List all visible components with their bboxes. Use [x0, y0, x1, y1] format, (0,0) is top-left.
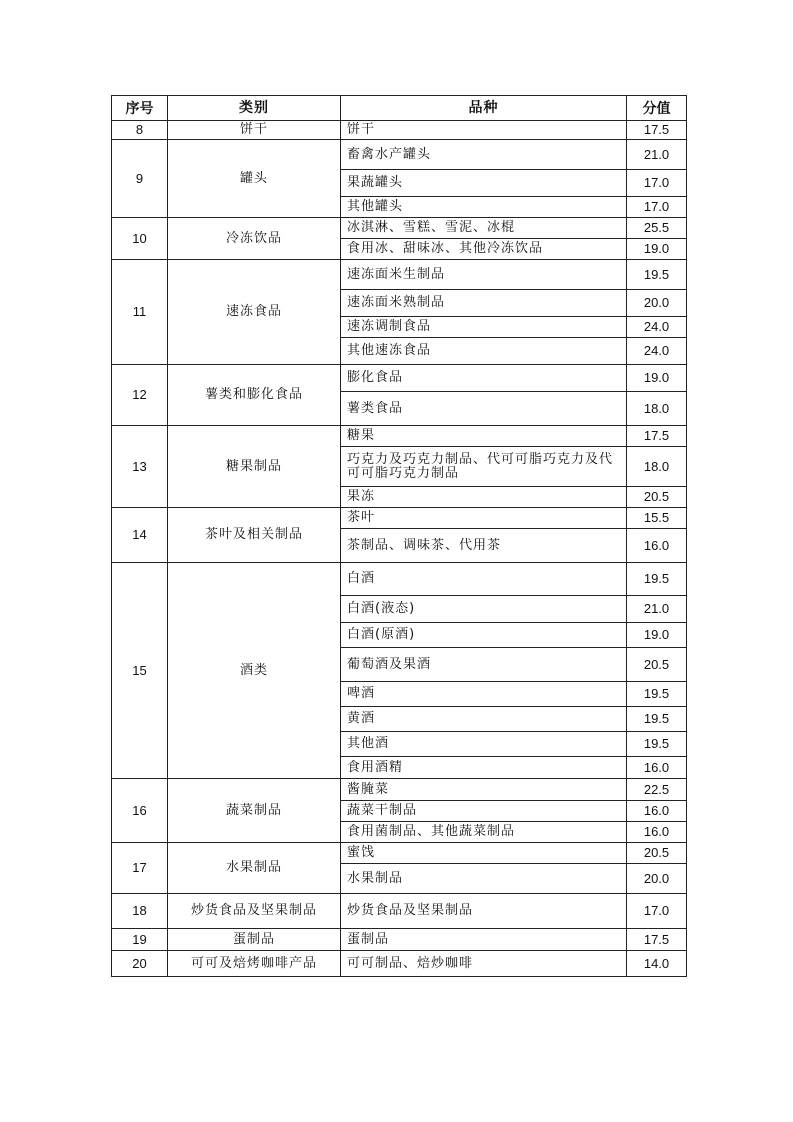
cell-no: 8 — [112, 121, 168, 140]
cell-score: 15.5 — [627, 508, 687, 529]
table-row — [112, 929, 687, 951]
cell-variety: 果冻 — [341, 487, 627, 508]
table-row — [112, 121, 687, 140]
cell-no: 15 — [112, 563, 168, 779]
cell-variety: 其他速冻食品 — [341, 338, 627, 365]
cell-score: 17.5 — [627, 426, 687, 447]
cell-score: 22.5 — [627, 779, 687, 801]
cell-variety: 薯类食品 — [341, 392, 627, 426]
cell-variety: 膨化食品 — [341, 365, 627, 392]
cell-variety: 速冻调制食品 — [341, 317, 627, 338]
cell-score: 16.0 — [627, 801, 687, 822]
cell-no: 12 — [112, 365, 168, 426]
table-row — [112, 365, 687, 392]
cell-score: 25.5 — [627, 218, 687, 239]
cell-score: 20.5 — [627, 648, 687, 682]
cell-category: 薯类和膨化食品 — [168, 365, 341, 426]
cell-score: 18.0 — [627, 392, 687, 426]
cell-no: 9 — [112, 140, 168, 218]
cell-score: 17.0 — [627, 894, 687, 929]
cell-score: 20.0 — [627, 864, 687, 894]
cell-score: 19.5 — [627, 682, 687, 707]
cell-variety: 速冻面米生制品 — [341, 260, 627, 290]
table-row — [112, 563, 687, 596]
cell-variety: 食用菌制品、其他蔬菜制品 — [341, 822, 627, 843]
cell-score: 17.0 — [627, 170, 687, 197]
cell-score: 18.0 — [627, 447, 687, 487]
table-row — [112, 426, 687, 447]
cell-score: 19.0 — [627, 239, 687, 260]
cell-score: 20.0 — [627, 290, 687, 317]
cell-score: 19.5 — [627, 732, 687, 757]
cell-variety: 蜜饯 — [341, 843, 627, 864]
cell-variety: 水果制品 — [341, 864, 627, 894]
cell-category: 饼干 — [168, 121, 341, 140]
table-row — [112, 894, 687, 929]
cell-variety: 巧克力及巧克力制品、代可可脂巧克力及代可可脂巧克力制品 — [341, 447, 627, 487]
cell-variety: 速冻面米熟制品 — [341, 290, 627, 317]
cell-category: 速冻食品 — [168, 260, 341, 365]
cell-score: 16.0 — [627, 822, 687, 843]
cell-no: 20 — [112, 951, 168, 977]
cell-variety: 其他酒 — [341, 732, 627, 757]
cell-no: 19 — [112, 929, 168, 951]
cell-variety: 蔬菜干制品 — [341, 801, 627, 822]
cell-score: 19.5 — [627, 563, 687, 596]
cell-variety: 茶叶 — [341, 508, 627, 529]
header-category: 类别 — [168, 96, 341, 121]
cell-score: 19.0 — [627, 623, 687, 648]
cell-no: 17 — [112, 843, 168, 894]
cell-category: 罐头 — [168, 140, 341, 218]
cell-variety: 茶制品、调味茶、代用茶 — [341, 529, 627, 563]
cell-category: 蔬菜制品 — [168, 779, 341, 843]
cell-variety: 葡萄酒及果酒 — [341, 648, 627, 682]
cell-no: 18 — [112, 894, 168, 929]
cell-variety: 蛋制品 — [341, 929, 627, 951]
score-table — [111, 95, 687, 977]
cell-no: 16 — [112, 779, 168, 843]
cell-score: 21.0 — [627, 140, 687, 170]
header-score: 分值 — [627, 96, 687, 121]
table-header-row — [112, 96, 687, 121]
table-row — [112, 508, 687, 529]
cell-category: 糖果制品 — [168, 426, 341, 508]
cell-variety: 啤酒 — [341, 682, 627, 707]
cell-score: 20.5 — [627, 487, 687, 508]
cell-variety: 其他罐头 — [341, 197, 627, 218]
cell-score: 14.0 — [627, 951, 687, 977]
header-variety: 品种 — [341, 96, 627, 121]
cell-variety: 炒货食品及坚果制品 — [341, 894, 627, 929]
header-no: 序号 — [112, 96, 168, 121]
cell-variety: 酱腌菜 — [341, 779, 627, 801]
table-row — [112, 951, 687, 977]
cell-no: 14 — [112, 508, 168, 563]
cell-score: 19.0 — [627, 365, 687, 392]
cell-score: 16.0 — [627, 757, 687, 779]
table-row — [112, 260, 687, 290]
cell-no: 10 — [112, 218, 168, 260]
cell-category: 炒货食品及坚果制品 — [168, 894, 341, 929]
table-row — [112, 843, 687, 864]
cell-variety: 畜禽水产罐头 — [341, 140, 627, 170]
cell-variety: 白酒(原酒) — [341, 623, 627, 648]
cell-score: 16.0 — [627, 529, 687, 563]
cell-variety: 可可制品、焙炒咖啡 — [341, 951, 627, 977]
cell-score: 20.5 — [627, 843, 687, 864]
cell-score: 17.5 — [627, 929, 687, 951]
cell-score: 17.5 — [627, 121, 687, 140]
table-body — [112, 121, 687, 977]
cell-variety: 白酒(液态) — [341, 596, 627, 623]
cell-variety: 白酒 — [341, 563, 627, 596]
cell-no: 11 — [112, 260, 168, 365]
cell-no: 13 — [112, 426, 168, 508]
cell-category: 蛋制品 — [168, 929, 341, 951]
cell-variety: 果蔬罐头 — [341, 170, 627, 197]
table-row — [112, 218, 687, 239]
cell-category: 酒类 — [168, 563, 341, 779]
cell-score: 19.5 — [627, 260, 687, 290]
cell-category: 冷冻饮品 — [168, 218, 341, 260]
cell-score: 17.0 — [627, 197, 687, 218]
cell-variety: 食用酒精 — [341, 757, 627, 779]
table-row — [112, 779, 687, 801]
cell-category: 水果制品 — [168, 843, 341, 894]
cell-score: 24.0 — [627, 317, 687, 338]
cell-score: 21.0 — [627, 596, 687, 623]
cell-category: 可可及焙烤咖啡产品 — [168, 951, 341, 977]
cell-variety: 饼干 — [341, 121, 627, 140]
cell-variety: 糖果 — [341, 426, 627, 447]
cell-score: 24.0 — [627, 338, 687, 365]
cell-variety: 黄酒 — [341, 707, 627, 732]
table-row — [112, 140, 687, 170]
cell-variety: 冰淇淋、雪糕、雪泥、冰棍 — [341, 218, 627, 239]
cell-variety: 食用冰、甜味冰、其他冷冻饮品 — [341, 239, 627, 260]
cell-score: 19.5 — [627, 707, 687, 732]
cell-category: 茶叶及相关制品 — [168, 508, 341, 563]
